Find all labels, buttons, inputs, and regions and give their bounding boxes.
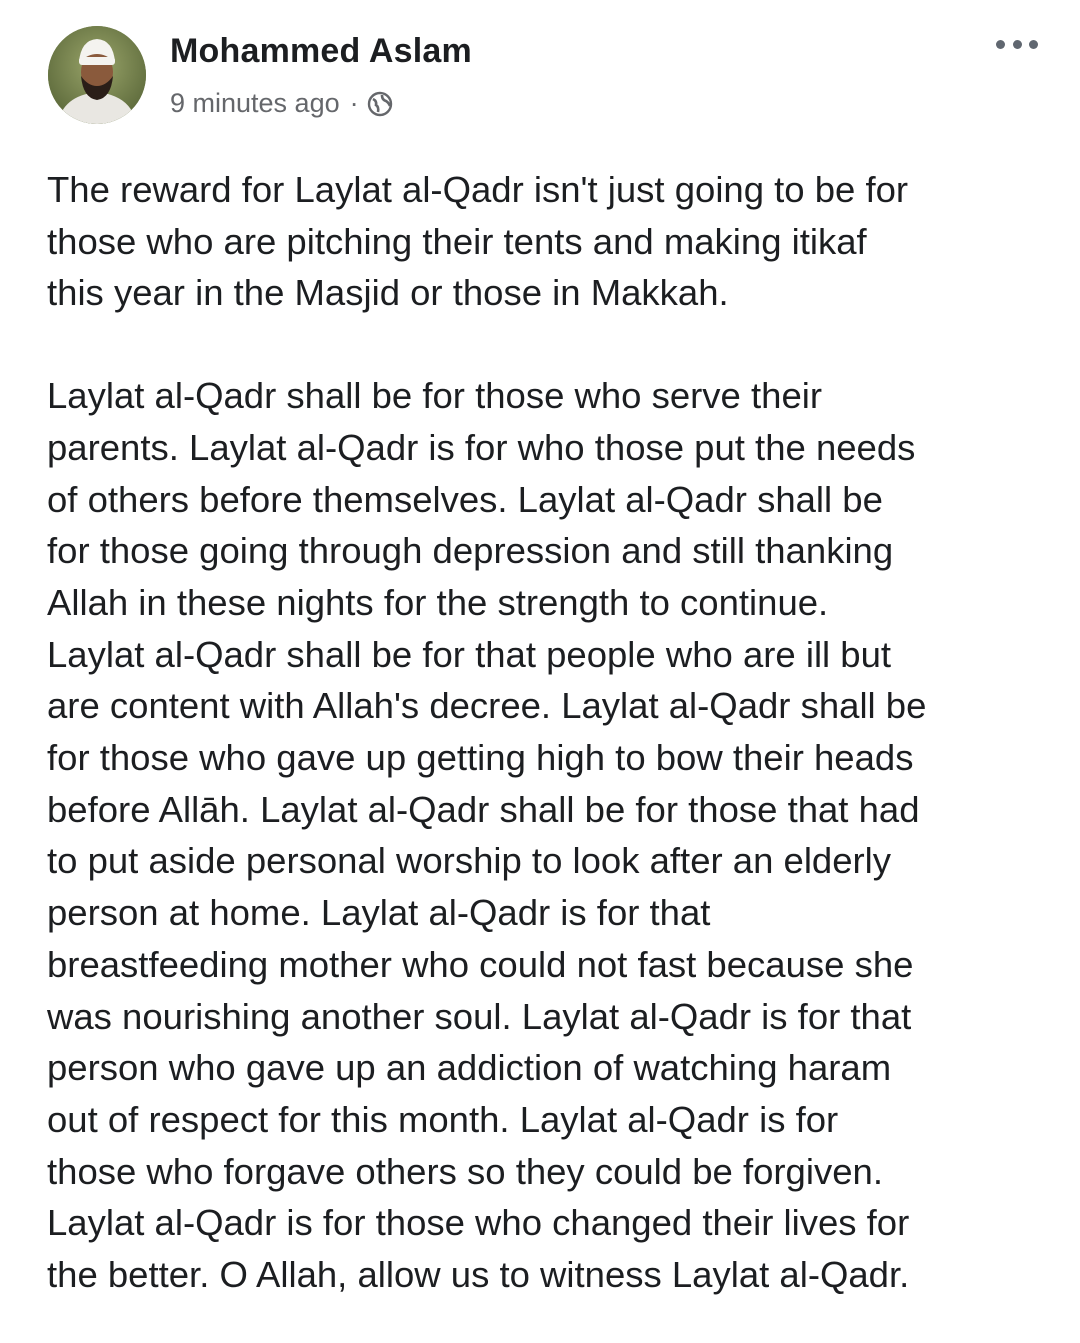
- text-line: Allah in these nights for the strength to continue.: [47, 581, 829, 623]
- text-line: person at home. Laylat al-Qadr is for that: [47, 892, 711, 934]
- post-paragraph-1: [47, 164, 1037, 319]
- text-line: this year in the Masjid or those in Makkah.: [47, 272, 729, 314]
- avatar-image: [48, 26, 146, 124]
- text-line: was nourishing another soul. Laylat al-Qadr is for that: [47, 995, 912, 1037]
- post-header: [48, 26, 1038, 126]
- more-options-icon[interactable]: [996, 34, 1038, 54]
- text-line: to put aside personal worship to look after an elderly: [47, 840, 892, 882]
- post-message: [47, 164, 1037, 1301]
- text-line: breastfeeding mother who could not fast because she: [47, 943, 914, 985]
- paragraph-gap: [47, 319, 1037, 370]
- text-line: parents. Laylat al-Qadr is for who those put the needs: [47, 426, 916, 468]
- globe-icon[interactable]: [367, 91, 393, 117]
- text-line: out of respect for this month. Laylat al-Qadr is for: [47, 1098, 839, 1140]
- meta-separator: ·: [349, 88, 359, 118]
- post-meta: [170, 88, 393, 119]
- text-line: Laylat al-Qadr shall be for those who serve their: [47, 375, 823, 417]
- text-line: of others before themselves. Laylat al-Qadr shall be: [47, 478, 883, 520]
- author-avatar[interactable]: [48, 26, 146, 124]
- text-line: those who forgave others so they could be forgiven.: [47, 1150, 883, 1192]
- text-line: person who gave up an addiction of watching haram: [47, 1047, 892, 1089]
- author-name[interactable]: Mohammed Aslam: [170, 32, 472, 70]
- text-line: The reward for Laylat al-Qadr isn't just going to be for: [47, 169, 909, 210]
- text-line: Laylat al-Qadr is for those who changed their lives for: [47, 1202, 910, 1244]
- text-line: are content with Allah's decree. Laylat al-Qadr shall be: [47, 685, 927, 727]
- text-line: those who are pitching their tents and making itikaf: [47, 220, 867, 262]
- post-paragraph-2: [47, 370, 1037, 1301]
- text-line: before Allāh. Laylat al-Qadr shall be for those that had: [47, 788, 920, 830]
- text-line: for those who gave up getting high to bow their heads: [47, 737, 914, 779]
- text-line: the better. O Allah, allow us to witness Laylat al-Qadr.: [47, 1254, 910, 1296]
- post-timestamp[interactable]: 9 minutes ago: [170, 88, 340, 118]
- text-line: for those going through depression and still thanking: [47, 530, 894, 572]
- text-line: Laylat al-Qadr shall be for that people who are ill but: [47, 633, 892, 675]
